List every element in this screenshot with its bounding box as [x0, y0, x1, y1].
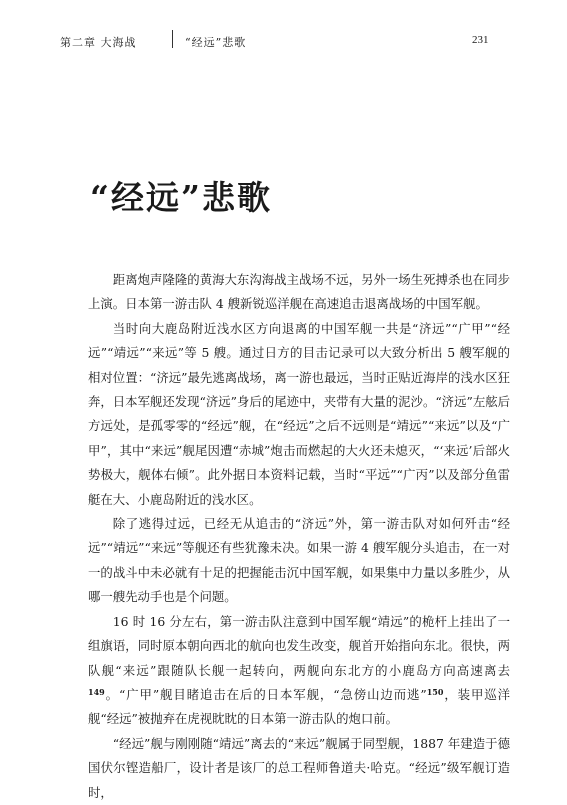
section-title: “经远”悲歌 [185, 36, 247, 49]
paragraph: 当时向大鹿岛附近浅水区方向退离的中国军舰一共是“济远”“广甲”“经远”“靖远”“来远”等 5 艘。通过日方的目击记录可以大致分析出 5 艘军舰的相对位置：“济远”最先逃离战场，离一游也最远，当时正贴近海岸的浅水区狂奔，日本军舰还发现“济远”身后的尾迹中，夹带有大量的泥沙。“济远”左舷后方远处，是孤零零的“经远”舰，在“经远”之后不远则是“靖远”“来远”以及“广甲”，其中“来远”舰尾因遭“赤城”炮击而燃起的大火还未熄灭，“‘来远’后部火势极大，舰体右倾”。此外据日本资料记载，当时“平远”“广丙”以及部分鱼雷艇在大、小鹿岛附近的浅水区。 [88, 320, 510, 507]
section-heading: “经远”悲歌 [90, 178, 272, 217]
paragraph: 距离炮声隆隆的黄海大东沟海战主战场不远，另外一场生死搏杀也在同步上演。日本第一游击队 4 艘新锐巡洋舰在高速追击退离战场的中国军舰。 [88, 272, 510, 312]
page-number: 231 [472, 34, 489, 46]
body-text [88, 268, 510, 805]
paragraph [88, 610, 510, 732]
chapter-title: 第二章 大海战 [60, 36, 137, 49]
header-divider [172, 30, 173, 48]
paragraph-text: 16 时 16 分左右，第一游击队注意到中国军舰“靖远”的桅杆上挂出了一组旗语，同时原本朝向西北的航向也发生改变，舰首开始指向东北。很快，两队舰“来远”跟随队长舰一起转向，两舰向东北方的小鹿岛方向高速离去 [88, 613, 510, 678]
paragraph-text: 。“广甲”舰目睹追击在后的日本军舰，“急傍山边而逃” [104, 686, 427, 702]
footnote-ref[interactable]: 150 [426, 686, 444, 697]
running-header [0, 0, 567, 60]
paragraph: 除了逃得过远，已经无从追击的“济远”外，第一游击队对如何歼击“经远”“靖远”“来远”等舰还有些犹豫未决。如果一游 4 艘军舰分头追击，在一对一的战斗中未必就有十足的把握能击沉中国军舰，如果集中力量以多胜少，从哪一艘先动手也是个问题。 [88, 516, 510, 605]
footnote-ref[interactable]: 149 [88, 686, 105, 697]
paragraph-text: ，装甲巡洋舰“经远”被抛弃在虎视眈眈的日本第一游击队的炮口前。 [88, 686, 511, 727]
paragraph: “经远”舰与刚刚随“靖远”离去的“来远”舰属于同型舰，1887 年建造于德国伏尔铿造船厂，设计者是该厂的总工程师鲁道夫·哈克。“经远”级军舰订造时， [88, 735, 510, 800]
